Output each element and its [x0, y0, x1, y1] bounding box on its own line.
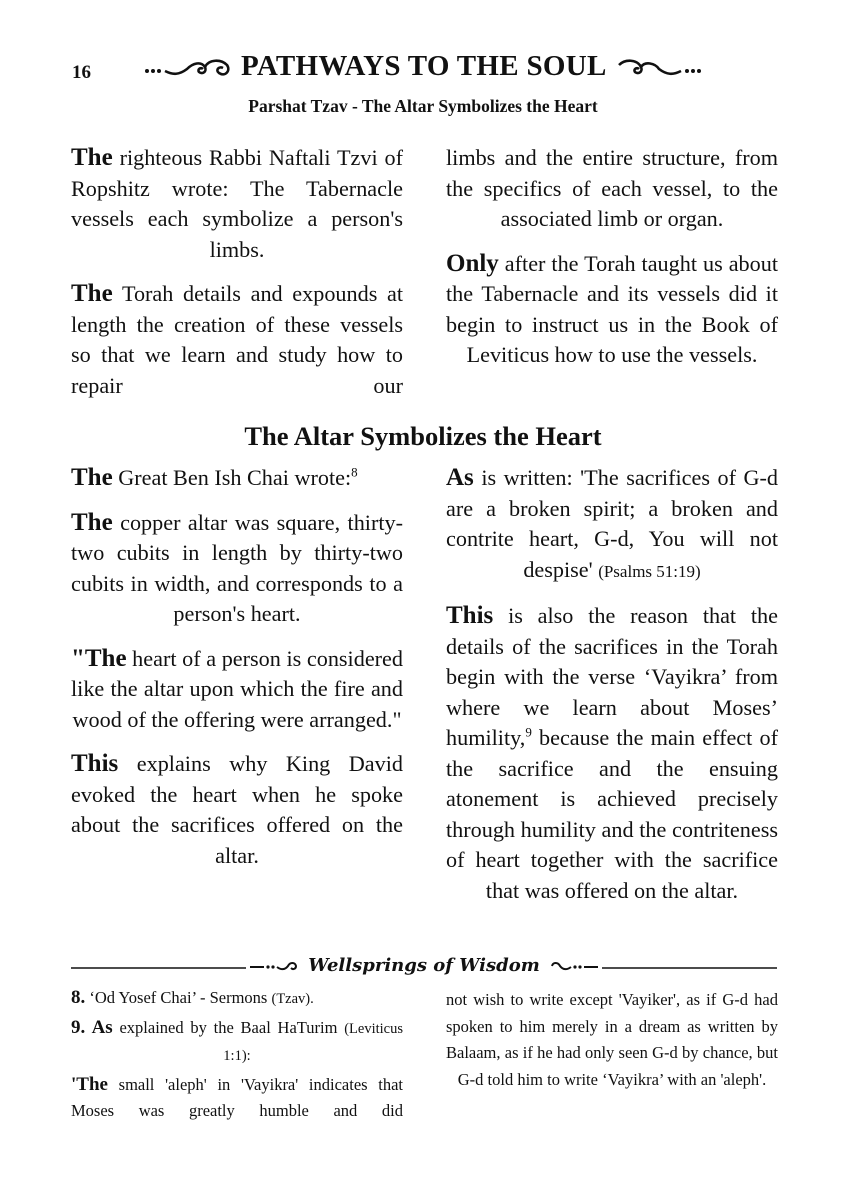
- paragraph-text: copper altar was square, thirty-two cubits in length by thirty-two cubits in width, and corresponds to a person's heart.: [71, 509, 403, 626]
- paragraph-text: limbs and the entire structure, from the specifics of each vessel, to the associated limb or organ.: [446, 145, 778, 231]
- footnote-9: [71, 1015, 403, 1070]
- footnote-lead: 'The: [71, 1073, 108, 1095]
- footnote-text: not wish to write except 'Vayiker', as if G-d had spoken to him merely in a dream as written by Balaam, as if he had only seen G-d by chance, but G-d told him to write ‘Vayikra’ with an 'aleph'.: [446, 990, 778, 1089]
- left-ornament-icon: [143, 57, 233, 79]
- footnotes-right: [446, 987, 778, 1093]
- lead-word: The: [71, 280, 113, 307]
- running-header: [0, 50, 846, 83]
- footnotes-left: [71, 985, 403, 1125]
- footnote-quote-left: [71, 1072, 403, 1125]
- section1-right-column: [446, 143, 778, 385]
- section2-left-column: [71, 463, 403, 885]
- footnote-text: small 'aleph' in 'Vayikra' indicates that Moses was greatly humble and did: [71, 1074, 403, 1120]
- lead-word: The: [71, 508, 113, 536]
- paragraph: [71, 749, 403, 871]
- paragraph-text: after the Torah taught us about the Tabernacle and its vessels did it begin to instruct us in the Book of Leviticus how to use the vessels.: [446, 250, 778, 367]
- paragraph-text: Great Ben Ish Chai wrote:: [112, 465, 352, 490]
- lead-word: This: [446, 602, 494, 629]
- lead-word: Only: [446, 249, 499, 277]
- footnote-text: ‘Od Yosef Chai’ - Sermons: [85, 988, 272, 1007]
- paragraph: [71, 463, 403, 494]
- left-flourish-icon: [250, 958, 298, 974]
- paragraph: [446, 249, 778, 371]
- lead-word: The: [71, 144, 113, 171]
- footnote-ref: 9: [525, 724, 532, 740]
- section1-left-column: [71, 143, 403, 415]
- footnote-citation: (Leviticus 1:1):: [223, 1020, 403, 1064]
- footnote-citation: (Tzav).: [271, 991, 314, 1007]
- paragraph: [446, 601, 778, 906]
- right-flourish-icon: [550, 958, 598, 974]
- footnote-divider: [71, 951, 777, 985]
- footnote-lead: As: [85, 1016, 113, 1038]
- page-number: 16: [72, 62, 91, 83]
- right-ornament-icon: [613, 57, 703, 79]
- footnote-number: 8.: [71, 987, 86, 1008]
- paragraph: [71, 508, 403, 630]
- divider-label-wrap: [71, 955, 777, 976]
- paragraph-text: righteous Rabbi Naftali Tzvi of Ropshitz wrote: The Tabernacle vessels each symbolize a person's limbs.: [71, 145, 403, 262]
- paragraph-text: Torah details and expounds at length the creation of these vessels so that we learn and study how to repair our: [71, 281, 403, 398]
- lead-word: As: [446, 464, 474, 491]
- footnote-8: [71, 985, 403, 1013]
- chapter-subtitle: Parshat Tzav - The Altar Symbolizes the Heart: [248, 96, 598, 116]
- lead-word: "The: [71, 644, 127, 672]
- section2-right-column: [446, 463, 778, 920]
- divider-label: [246, 955, 602, 976]
- footnote-quote-right: [446, 987, 778, 1093]
- paragraph-text: explains why King David evoked the heart when he spoke about the sacrifices offered on the altar.: [71, 751, 403, 868]
- footnote-text: explained by the Baal HaTurim: [112, 1017, 345, 1037]
- paragraph: [446, 143, 778, 235]
- section-heading: The Altar Symbolizes the Heart: [244, 421, 602, 451]
- divider-label-text: Wellsprings of Wisdom: [304, 955, 544, 976]
- paragraph: [71, 279, 403, 401]
- paragraph-text: is written: 'The sacrifices of G-d are a broken spirit; a broken and contrite heart, G-d, You will not despise': [446, 465, 778, 582]
- paragraph-text: heart of a person is considered like the altar upon which the fire and wood of the offering were arranged.": [71, 645, 403, 732]
- lead-word: The: [71, 464, 113, 491]
- paragraph-text: is also the reason that the details of the sacrifices in the Torah begin with the verse ‘Vayikra’ from where we learn about Moses’ humility,: [446, 603, 778, 750]
- lead-word: This: [71, 750, 119, 777]
- footnote-ref: 8: [351, 464, 358, 480]
- paragraph: [71, 644, 403, 736]
- paragraph: [446, 463, 778, 587]
- paragraph: [71, 143, 403, 265]
- citation: (Psalms 51:19): [598, 561, 701, 581]
- paragraph-text: because the main effect of the sacrifice and the ensuing atonement is achieved precisely through humility and the contriteness of heart together with the sacrifice that was offered on the altar.: [446, 725, 778, 903]
- footnote-number: 9.: [71, 1016, 86, 1038]
- book-title: PATHWAYS TO THE SOUL: [240, 50, 606, 82]
